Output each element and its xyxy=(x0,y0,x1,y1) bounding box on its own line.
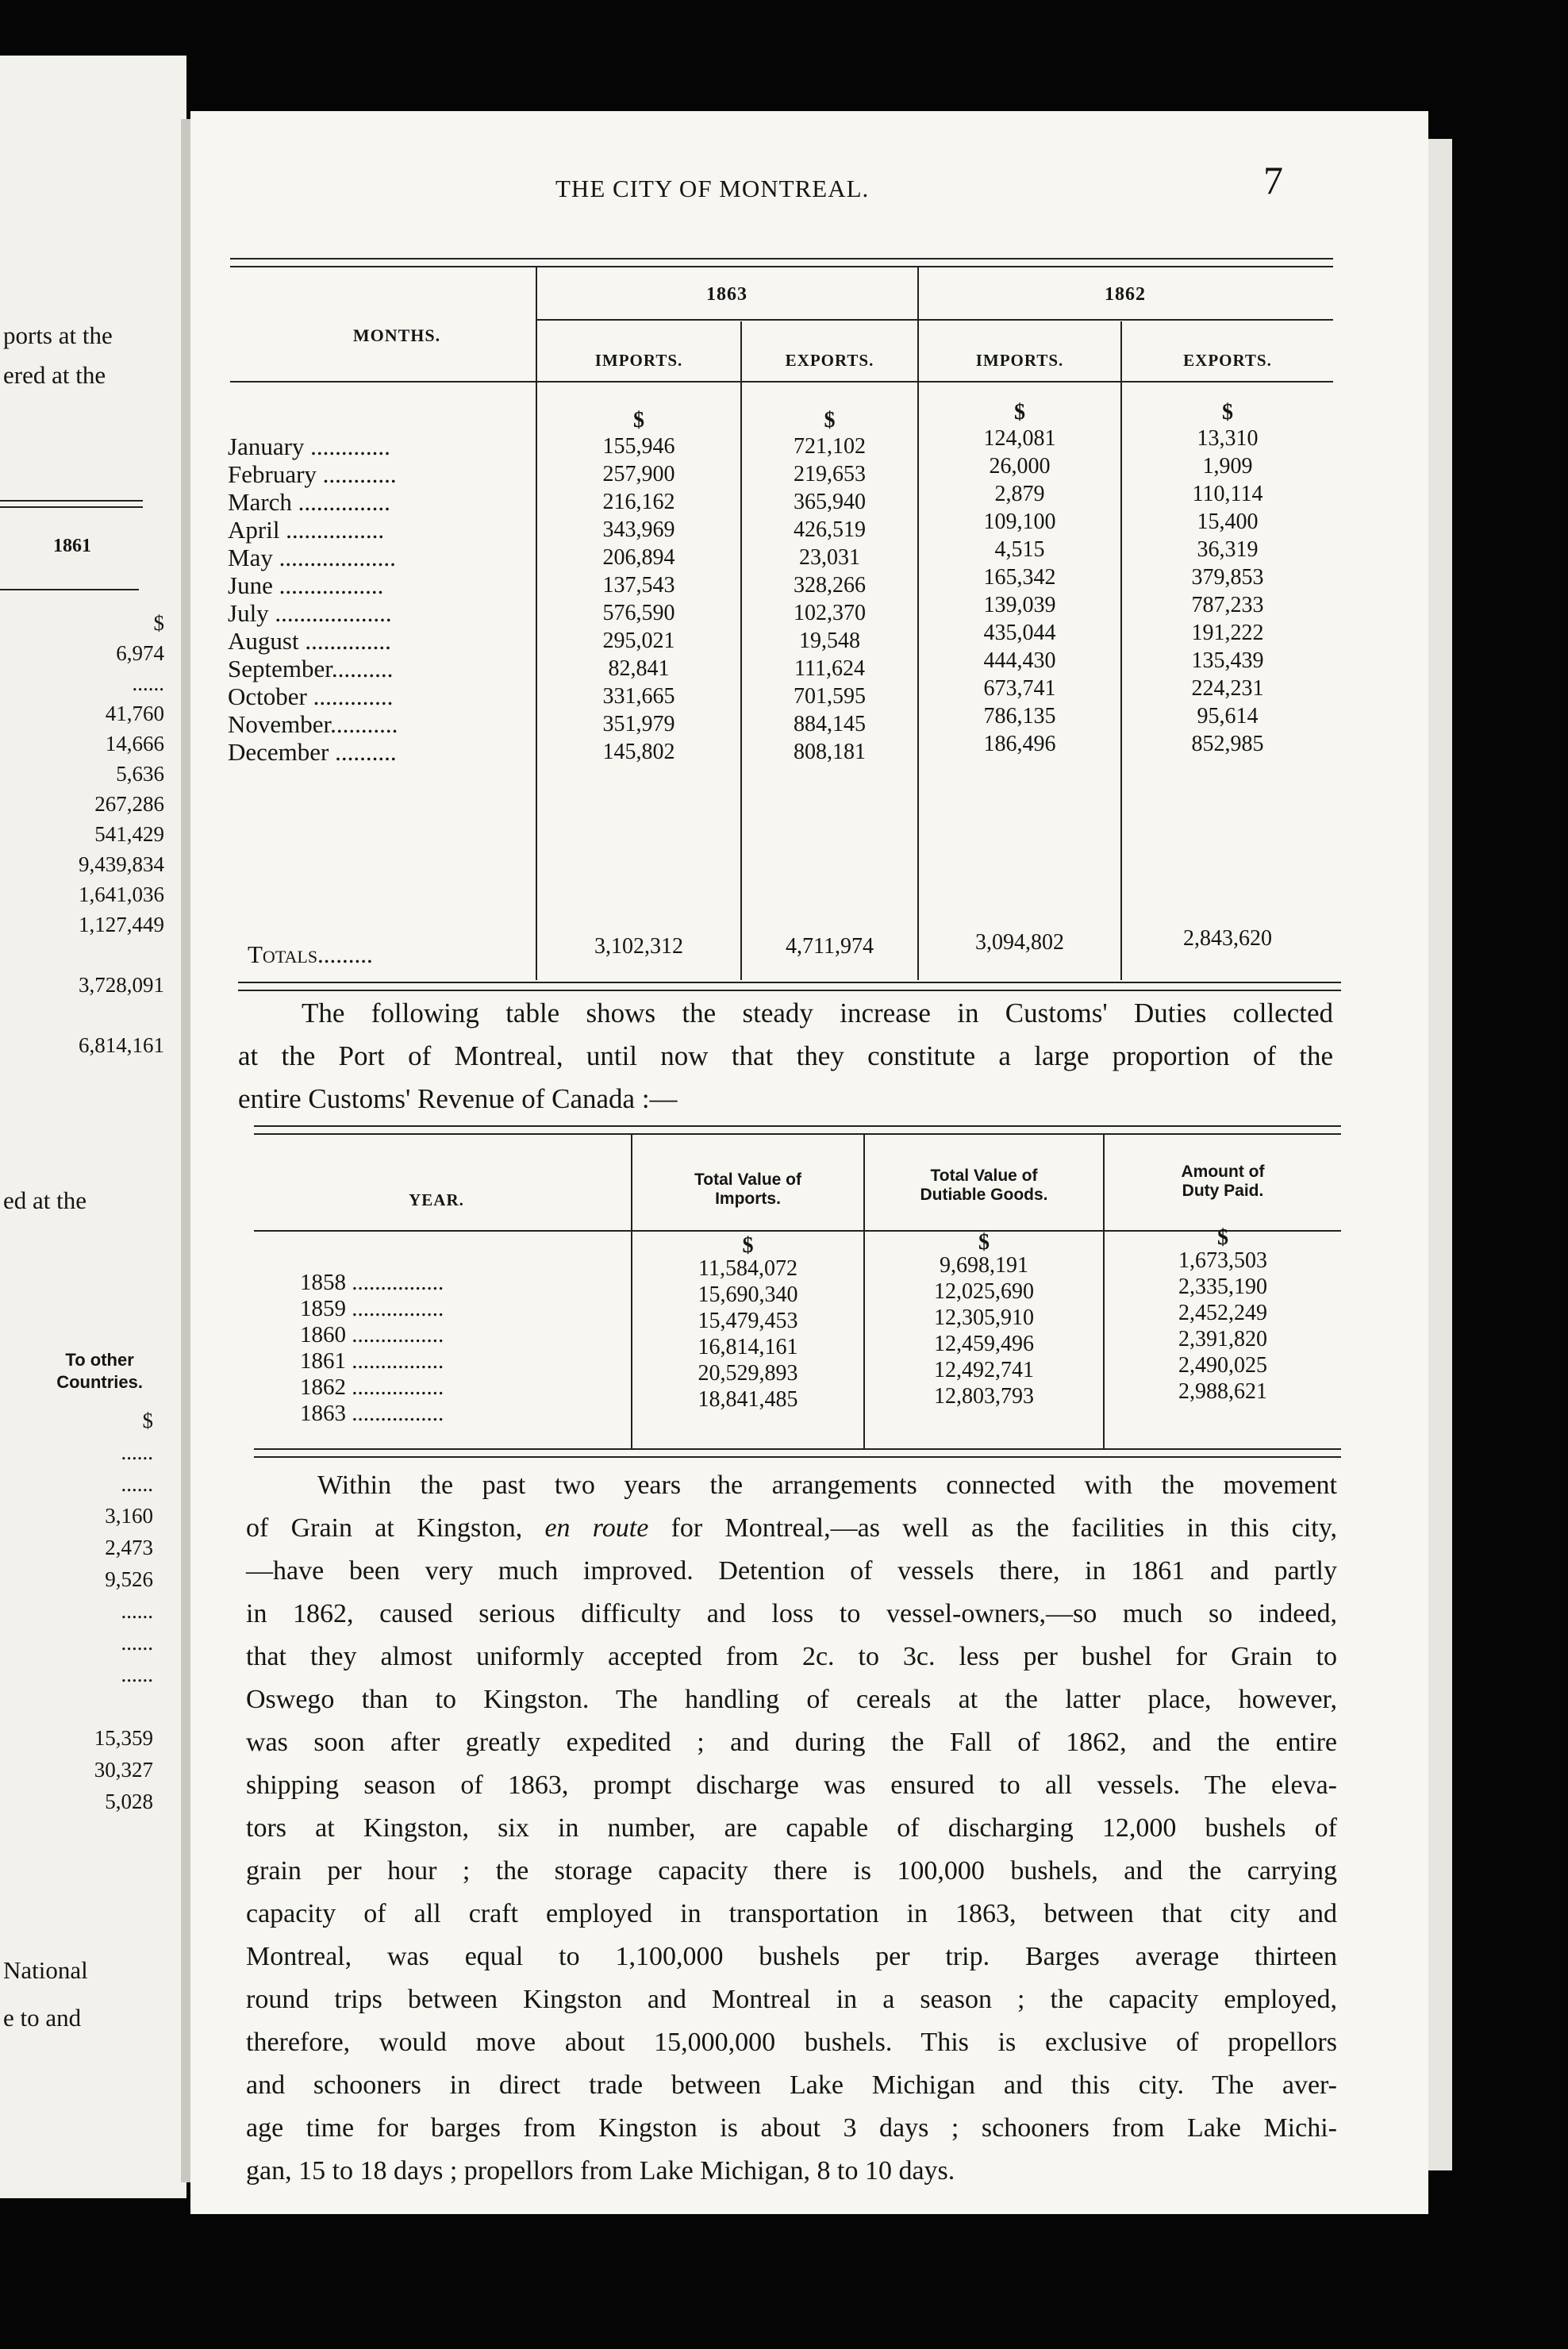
body-paragraph xyxy=(246,1464,1337,2193)
months-heading: MONTHS. xyxy=(352,325,441,345)
year-header-rule xyxy=(537,319,1333,321)
table-top-rule xyxy=(254,1125,1341,1127)
left-column-value: 1,127,449 xyxy=(79,913,164,936)
total-exports-1863: 4,711,974 xyxy=(786,934,874,959)
year-heading: YEAR. xyxy=(409,1190,464,1209)
left-rule xyxy=(0,589,139,590)
text-line: was soon after greatly expedited ; and during the Fall of 1862, and the entire xyxy=(246,1728,1337,1757)
text-line: shipping season of 1863, prompt discharge was ensured to all vessels. The eleva- xyxy=(246,1770,1337,1800)
imports-heading: Total Value of Imports. xyxy=(694,1171,801,1208)
text-line: —have been very much improved. Detention of vessels there, in 1861 and partly xyxy=(246,1556,1337,1586)
text-line: that they almost uniformly accepted from 2c. to 3c. less per bushel for Grain to xyxy=(246,1642,1337,1671)
currency-symbol: $ xyxy=(633,408,644,433)
left-rule xyxy=(0,500,143,502)
text-line: tors at Kingston, six in number, are capable of discharging 12,000 bushels of xyxy=(246,1813,1337,1843)
total-imports-1862: 3,094,802 xyxy=(975,930,1064,955)
text-line: round trips between Kingston and Montreal in a season ; the capacity employed, xyxy=(246,1985,1337,2014)
left-column-value: 1,641,036 xyxy=(79,882,164,906)
left-column-value: 5,028 xyxy=(105,1790,153,1813)
left-column-value: 3,728,091 xyxy=(79,973,164,997)
left-text-line: e to and xyxy=(3,2004,82,2032)
left-column-value: ...... xyxy=(121,1631,153,1655)
exports-1862-heading: EXPORTS. xyxy=(1183,351,1272,370)
text-line: Within the past two years the arrangements connected with the movement xyxy=(317,1471,1337,1500)
duty-paid-column: 1,673,503 2,335,190 2,452,249 2,391,820 2,490,025 2,988,621 xyxy=(1178,1248,1267,1404)
text-line: at the Port of Montreal, until now that they constitute a large proportion of the xyxy=(238,1040,1333,1071)
exports-1862-column: 13,310 1,909 110,114 15,400 36,319 379,853 787,233 191,222 135,439 224,231 95,614 852,985 xyxy=(1191,426,1264,756)
text-line: in 1862, caused serious difficulty and loss to vessel-owners,—so much so indeed, xyxy=(246,1599,1337,1628)
left-text-line: ed at the xyxy=(3,1186,87,1214)
left-text-line: National xyxy=(3,1956,88,1984)
left-heading-line: Countries. xyxy=(56,1372,143,1392)
table-bottom-rule xyxy=(238,990,1341,991)
left-column-value: 3,160 xyxy=(105,1504,153,1528)
text-line: grain per hour ; the storage capacity there is 100,000 bushels, and the carrying xyxy=(246,1856,1337,1886)
text-line: entire Customs' Revenue of Canada :— xyxy=(238,1083,678,1114)
left-year-heading: 1861 xyxy=(53,536,91,556)
total-imports-1863: 3,102,312 xyxy=(594,934,683,959)
left-facing-page xyxy=(0,56,186,2198)
left-text-line: ports at the xyxy=(3,321,113,349)
currency-symbol: $ xyxy=(1217,1225,1228,1250)
months-column: January ............. February ............ March ............... April ................ May ................... June ................. July ................... August .............. September.......... October ............. November........... December .......... xyxy=(228,433,398,766)
text-line: capacity of all craft employed in transportation in 1863, between that city and xyxy=(246,1899,1337,1928)
left-column-value: ...... xyxy=(121,1440,153,1464)
dutiable-heading: Total Value of Dutiable Goods. xyxy=(920,1167,1048,1204)
imports-1862-column: 124,081 26,000 2,879 109,100 4,515 165,342 139,039 435,044 444,430 673,741 786,135 186,496 xyxy=(983,426,1056,756)
currency-symbol: $ xyxy=(742,1233,754,1258)
left-column-value: $ xyxy=(153,611,164,635)
left-column-value: 41,760 xyxy=(105,702,164,725)
left-text-line: ered at the xyxy=(3,361,106,389)
left-column-value: 267,286 xyxy=(94,792,164,816)
left-column-value: 541,429 xyxy=(94,822,164,846)
header-bottom-rule xyxy=(230,381,1333,383)
left-heading-line: To other xyxy=(65,1350,134,1370)
text-line: therefore, would move about 15,000,000 bushels. This is exclusive of propellors xyxy=(246,2028,1337,2057)
dutiable-column: 9,698,191 12,025,690 12,305,910 12,459,496 12,492,741 12,803,793 xyxy=(934,1253,1034,1409)
table-bottom-rule xyxy=(254,1448,1341,1450)
left-column-value: ...... xyxy=(121,1472,153,1496)
currency-symbol: $ xyxy=(824,408,836,433)
table-bottom-rule xyxy=(254,1456,1341,1458)
left-column-value: 14,666 xyxy=(105,732,164,755)
left-column-value: ...... xyxy=(132,671,164,695)
total-exports-1862: 2,843,620 xyxy=(1183,926,1272,951)
imports-1863-heading: IMPORTS. xyxy=(594,351,683,370)
intro-paragraph xyxy=(238,992,1333,1121)
left-column-value: 2,473 xyxy=(105,1536,153,1559)
left-column-value: $ xyxy=(142,1409,153,1432)
page-number: 7 xyxy=(1263,158,1283,202)
left-column-value: 6,974 xyxy=(116,641,164,665)
table-top-rule xyxy=(254,1133,1341,1135)
text-line: The following table shows the steady increase in Customs' Duties collected xyxy=(302,998,1333,1028)
left-column-value: ...... xyxy=(121,1599,153,1623)
text-line: gan, 15 to 18 days ; propellors from Lake Michigan, 8 to 10 days. xyxy=(246,2156,955,2186)
left-column-value: 15,359 xyxy=(94,1726,153,1750)
table-top-rule xyxy=(230,266,1333,267)
left-column-value: 9,439,834 xyxy=(79,852,164,876)
imports-1862-heading: IMPORTS. xyxy=(975,351,1064,370)
imports-column: 11,584,072 15,690,340 15,479,453 16,814,161 20,529,893 18,841,485 xyxy=(698,1256,798,1412)
imports-1863-column: 155,946 257,900 216,162 343,969 206,894 137,543 576,590 295,021 82,841 331,665 351,979 145,802 xyxy=(602,434,675,764)
running-title: THE CITY OF MONTREAL. xyxy=(555,175,870,202)
book-page xyxy=(190,111,1428,2214)
left-column-value: 30,327 xyxy=(94,1758,153,1782)
text-line: of Grain at Kingston, en route for Montreal,—as well as the facilities in this city, xyxy=(246,1513,1337,1543)
left-column-value: 5,636 xyxy=(116,762,164,786)
text-line: age time for barges from Kingston is about 3 days ; schooners from Lake Michi- xyxy=(246,2113,1337,2143)
duty-paid-heading: Amount of Duty Paid. xyxy=(1181,1163,1265,1200)
totals-label: Totals......... xyxy=(248,940,373,968)
text-line: Montreal, was equal to 1,100,000 bushels per trip. Barges average thirteen xyxy=(246,1942,1337,1971)
currency-symbol: $ xyxy=(1014,400,1025,425)
exports-1863-heading: EXPORTS. xyxy=(785,351,874,370)
years-column: 1858 ................ 1859 ................ 1860 ................ 1861 ................ 1862 ................ 1863 ................ xyxy=(300,1270,444,1426)
currency-symbol: $ xyxy=(978,1230,990,1255)
text-line: Oswego than to Kingston. The handling of cereals at the latter place, however, xyxy=(246,1685,1337,1714)
left-column-value: ...... xyxy=(121,1663,153,1686)
table-top-rule xyxy=(230,258,1333,260)
table-bottom-rule xyxy=(238,982,1341,983)
text-line: and schooners in direct trade between Lake Michigan and this city. The aver- xyxy=(246,2070,1337,2100)
left-rule xyxy=(0,506,143,508)
year-1862-heading: 1862 xyxy=(1105,284,1146,305)
year-1863-heading: 1863 xyxy=(706,284,747,305)
left-column-heading xyxy=(56,1349,143,1394)
left-column-value: 6,814,161 xyxy=(79,1033,164,1057)
left-column-value: 9,526 xyxy=(105,1567,153,1591)
currency-symbol: $ xyxy=(1222,400,1233,425)
exports-1863-column: 721,102 219,653 365,940 426,519 23,031 328,266 102,370 19,548 111,624 701,595 884,145 808,181 xyxy=(794,434,866,764)
